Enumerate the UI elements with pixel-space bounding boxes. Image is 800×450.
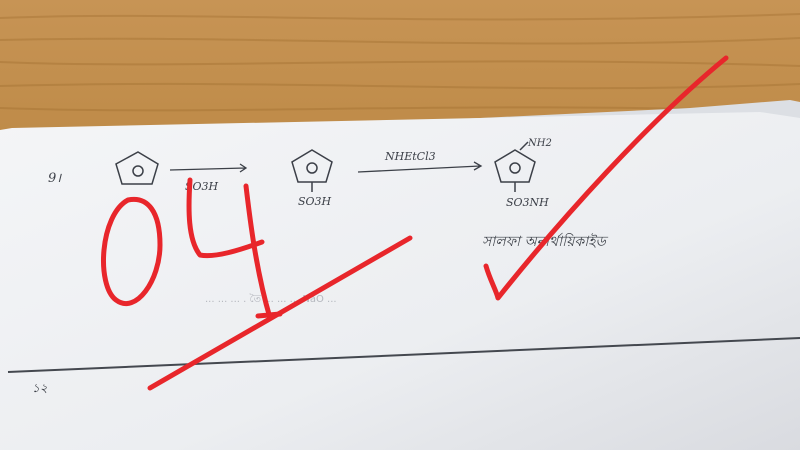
product-top-label: NH2	[528, 138, 552, 149]
product-bottom-label: SO3NH	[506, 196, 549, 209]
next-question-number: ১২	[32, 381, 48, 395]
bengali-note: সালফা অনার্থায়িকাইড	[482, 234, 606, 250]
faint-line: ... ... ... . তৈ ... ... ... NaO ...	[205, 294, 337, 305]
reagent-label: NHEtCl3	[385, 150, 436, 163]
intermediate-label: SO3H	[298, 195, 332, 208]
question-number: 9।	[48, 171, 62, 186]
step1-label: SO3H	[185, 180, 219, 193]
